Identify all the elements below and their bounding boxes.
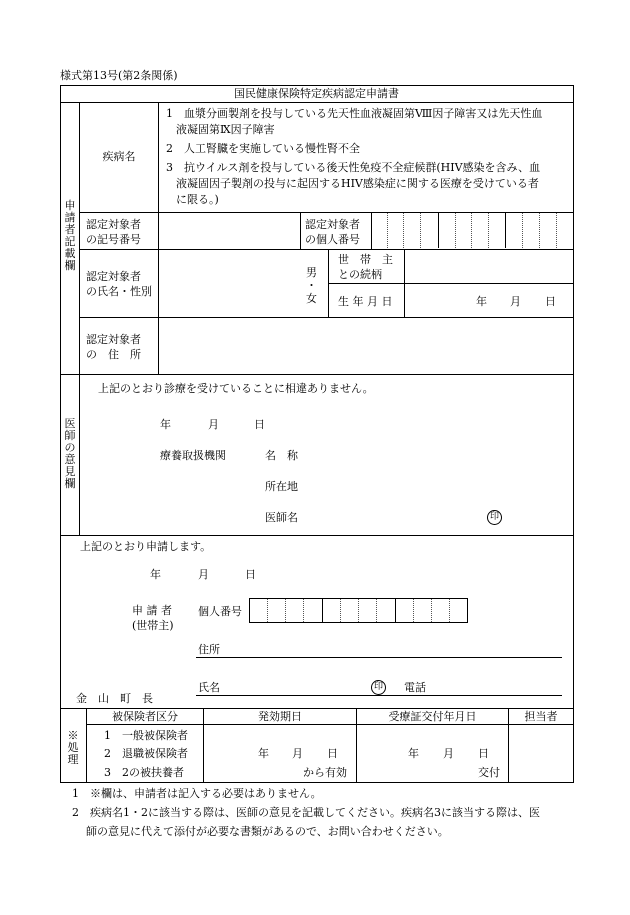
applicant-name-label: 氏名 bbox=[198, 681, 220, 694]
birth-day: 日 bbox=[545, 295, 556, 308]
name-field[interactable] bbox=[159, 250, 297, 316]
head-of-household-label: (世帯主) bbox=[132, 619, 174, 632]
doctor-name-label: 医師名 bbox=[265, 511, 298, 524]
personal-number-digits[interactable] bbox=[372, 213, 573, 248]
symbol-number-label-1: 認定対象者 bbox=[86, 218, 141, 231]
note-1: 1 ※欄は、申請者は記入する必要はありません。 bbox=[72, 787, 322, 800]
sex-female[interactable]: 女 bbox=[306, 292, 317, 305]
application-year: 年 bbox=[150, 568, 161, 581]
applicant-personal-number-field[interactable] bbox=[249, 598, 468, 623]
applicant-seal-icon: 印 bbox=[371, 680, 386, 695]
processing-header-bottom bbox=[86, 724, 573, 725]
issue-date-header: 受療証交付年月日 bbox=[388, 710, 477, 723]
doctor-day: 日 bbox=[254, 418, 265, 431]
note-2-line1: 2 疾病名1・2に該当する際は、医師の意見を記載してください。疾病名3に該当する際は、医 bbox=[72, 806, 540, 819]
sex-dot: ・ bbox=[306, 279, 317, 292]
frame-right bbox=[573, 85, 574, 782]
doctor-month: 月 bbox=[208, 418, 219, 431]
application-section-bottom bbox=[60, 708, 573, 709]
birth-year: 年 bbox=[476, 295, 487, 308]
issue-day: 日 bbox=[478, 747, 489, 760]
category-1[interactable]: 1 一般被保険者 bbox=[104, 729, 188, 742]
effective-suffix: から有効 bbox=[303, 766, 347, 779]
issue-suffix: 交付 bbox=[478, 766, 500, 779]
personal-number-label-1: 認定対象者 bbox=[305, 218, 360, 231]
frame-left bbox=[60, 85, 61, 782]
processing-label: ※処理 bbox=[67, 729, 79, 766]
applicant-address-underline[interactable] bbox=[196, 657, 562, 658]
disease-label: 疾病名 bbox=[102, 150, 136, 163]
relation-label-1: 世 帯 主 bbox=[338, 253, 393, 266]
application-day: 日 bbox=[245, 568, 256, 581]
applicant-address-label: 住所 bbox=[198, 643, 220, 656]
effective-date-header: 発効期日 bbox=[258, 710, 302, 723]
doctor-section-bottom bbox=[60, 535, 573, 536]
doctor-section-label: 医師の意見欄 bbox=[64, 417, 76, 490]
symbol-number-field[interactable] bbox=[159, 213, 300, 248]
mayor-addressee: 金 山 町 長 bbox=[76, 692, 153, 705]
name-sex-label-1: 認定対象者 bbox=[86, 270, 141, 283]
applicant-personal-number-label: 個人番号 bbox=[198, 605, 242, 618]
address-label-1: 認定対象者 bbox=[86, 333, 141, 346]
doctor-statement: 上記のとおり診療を受けていることに相違ありません。 bbox=[98, 382, 374, 395]
disease-3-line2: 液凝固因子製剤の投与に起因するHIV感染症に関する医療を受けている者 bbox=[176, 177, 539, 190]
relation-row-bottom bbox=[328, 283, 573, 284]
doctor-seal-icon: 印 bbox=[487, 510, 502, 525]
issue-month: 月 bbox=[443, 747, 454, 760]
sex-male[interactable]: 男 bbox=[306, 266, 317, 279]
effective-day: 日 bbox=[327, 747, 338, 760]
category-2[interactable]: 2 退職被保険者 bbox=[104, 747, 188, 760]
doctor-label-divider bbox=[79, 374, 80, 535]
applicant-name-underline[interactable] bbox=[196, 695, 562, 696]
name-sex-label-2: の氏名・性別 bbox=[86, 285, 152, 298]
disease-2: 2 人工腎臓を実施している慢性腎不全 bbox=[166, 142, 360, 155]
personal-label-left bbox=[300, 212, 301, 249]
frame-top bbox=[60, 85, 573, 86]
category-3[interactable]: 3 2の被扶養者 bbox=[104, 766, 184, 779]
applicant-section-label: 申請者記載欄 bbox=[64, 199, 76, 272]
disease-1-line2: 液凝固第Ⅸ因子障害 bbox=[176, 123, 275, 136]
institution-location-label: 所在地 bbox=[265, 480, 298, 493]
applicant-phone-label: 電話 bbox=[404, 681, 426, 694]
symbol-number-label-2: の記号番号 bbox=[86, 233, 141, 246]
birthdate-label: 生 年 月 日 bbox=[338, 295, 393, 308]
disease-3-line3: に限る。) bbox=[176, 193, 219, 206]
disease-1-line1: 1 血漿分画製剤を投与している先天性血液凝固第Ⅷ因子障害又は先天性血 bbox=[166, 107, 543, 120]
effective-month: 月 bbox=[292, 747, 303, 760]
application-month: 月 bbox=[198, 568, 209, 581]
issue-year: 年 bbox=[408, 747, 419, 760]
institution-label: 療養取扱機関 bbox=[160, 449, 226, 462]
birth-month: 月 bbox=[510, 295, 521, 308]
relation-field[interactable] bbox=[405, 250, 573, 283]
doctor-year: 年 bbox=[160, 418, 171, 431]
title-divider bbox=[60, 102, 573, 103]
form-title: 国民健康保険特定疾病認定申請書 bbox=[234, 87, 399, 100]
personal-number-label-2: の個人番号 bbox=[305, 233, 360, 246]
address-label-2: の 住 所 bbox=[86, 348, 141, 361]
application-statement: 上記のとおり申請します。 bbox=[80, 540, 212, 553]
applicant-label: 申 請 者 bbox=[132, 604, 172, 617]
staff-header: 担当者 bbox=[524, 710, 558, 723]
address-field[interactable] bbox=[159, 318, 573, 374]
relation-label-2: との続柄 bbox=[338, 268, 382, 281]
effective-year: 年 bbox=[258, 747, 269, 760]
disease-3-line1: 3 抗ウイルス剤を投与している後天性免疫不全症候群(HIV感染を含み、血 bbox=[166, 161, 541, 174]
applicant-section-bottom bbox=[60, 374, 573, 375]
insured-category-header: 被保険者区分 bbox=[112, 710, 178, 723]
applicant-label-divider bbox=[79, 102, 80, 374]
frame-bottom bbox=[60, 782, 574, 783]
note-2-line2: 師の意見に代えて添付が必要な書類があるので、お問い合わせください。 bbox=[86, 825, 449, 838]
form-number: 様式第13号(第2条関係) bbox=[60, 69, 178, 82]
institution-name-label: 名 称 bbox=[265, 449, 298, 462]
